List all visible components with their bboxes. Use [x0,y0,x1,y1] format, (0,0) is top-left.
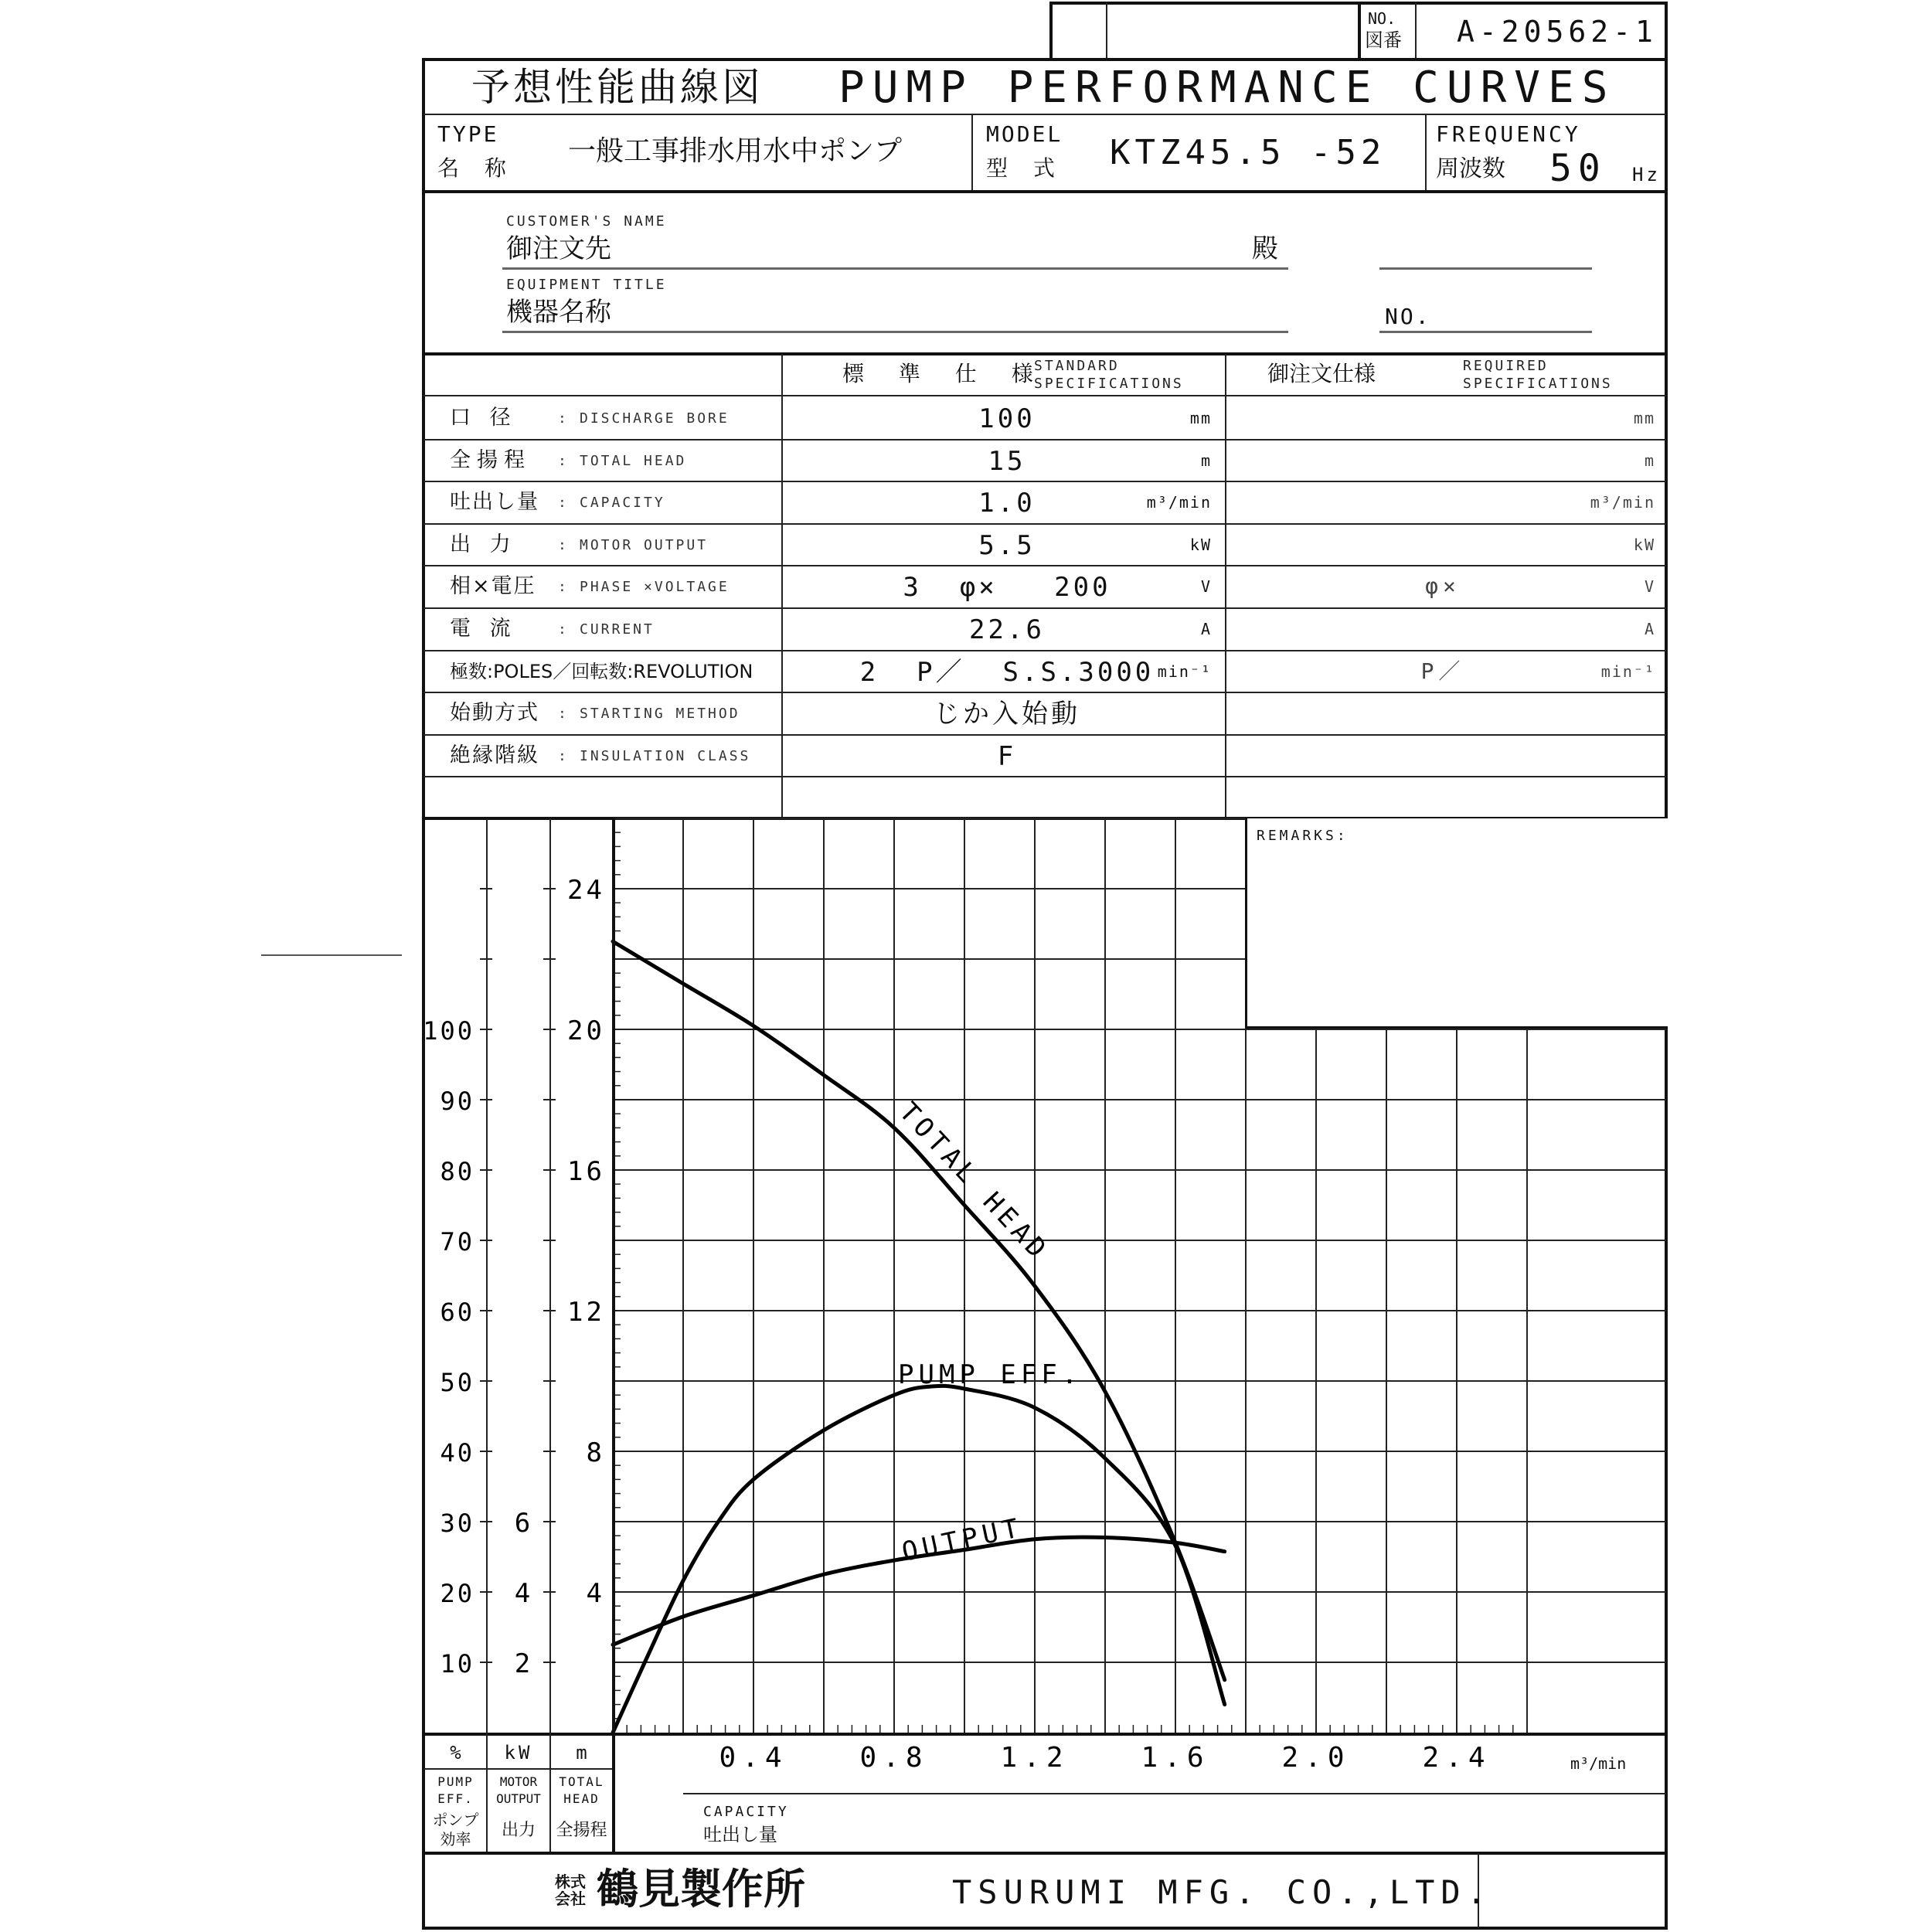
spec-label-en: INSULATION CLASS [580,747,751,764]
spec-label-en: MOTOR OUTPUT [580,536,709,553]
req-spec-unit: m [1644,451,1655,470]
customer-name-label-en: CUSTOMER'S NAME [506,213,667,230]
head-tick-label: 8 [586,1437,605,1468]
type-value: 一般工事排水用水中ポンプ [568,135,903,167]
total-head-label: TOTAL HEAD [893,1096,1056,1267]
spec-label-jp: 全揚程 [450,447,531,472]
output-tick-label: 4 [514,1578,531,1609]
eff-tick-label: 20 [440,1579,474,1608]
std-spec-value: 1.0 [978,488,1036,519]
drawing-number: A-20562-1 [1457,15,1658,49]
divider [683,1793,1666,1794]
std-spec-value: F [997,740,1017,772]
std-spec-unit: A [1200,620,1212,638]
pump-eff-label: PUMP EFF. [898,1359,1083,1390]
head-tick-label: 24 [567,875,605,906]
head-tick-label: 20 [567,1015,605,1046]
eff-tick-label: 70 [440,1227,474,1257]
req-spec-unit: A [1644,620,1655,638]
x-tick-label: 2.0 [1281,1742,1351,1774]
frequency-value: 50 [1549,147,1607,190]
eff-label-en2: EFF. [437,1791,474,1806]
model-label-jp: 型 式 [986,155,1064,181]
req-spec-header-en1: REQUIRED [1463,358,1549,374]
x-axis-line [423,1733,1666,1736]
type-label-en: TYPE [437,121,499,147]
frequency-label-jp: 周波数 [1436,155,1505,182]
head-tick-label: 16 [567,1156,605,1187]
spec-label-colon: : [558,706,569,723]
std-spec-header-jp: 標 準 仕 様 [842,361,1047,386]
output-label-en1: MOTOR [499,1774,538,1789]
output-tick-label: 6 [514,1508,531,1539]
output-label: OUTPUT [899,1512,1026,1568]
eff-tick-label: 80 [440,1157,474,1186]
eff-tick-label: 60 [440,1298,474,1327]
req-spec-unit: mm [1633,409,1655,427]
x-tick-label: 0.4 [719,1742,788,1774]
spec-label-jp: 極数:POLES／回転数:REVOLUTION [450,660,753,682]
eff-tick-label: 100 [423,1016,474,1046]
head-label-en1: TOTAL [559,1774,604,1789]
spec-label-colon: : [558,452,569,469]
std-spec-value: 2 P／ S.S.3000 [859,656,1155,688]
honorific: 殿 [1252,233,1278,264]
head-tick-label: 4 [586,1578,605,1609]
divider [423,1852,1666,1855]
divider [486,818,488,1852]
title-jp: 予想性能曲線図 [471,65,764,110]
spec-label-en: DISCHARGE BORE [580,410,730,427]
frequency-unit: Hz [1632,164,1661,185]
remarks-label: REMARKS: [1257,828,1349,844]
spec-label-en: CAPACITY [580,495,665,512]
drawing-no-label-jp: 図番 [1365,29,1402,51]
spec-label-colon: : [558,536,569,553]
head-label-jp: 全揚程 [556,1821,607,1840]
spec-label-en: CURRENT [580,621,655,638]
eff-unit: % [450,1742,461,1764]
spec-label-jp: 吐出し量 [450,490,539,515]
x-tick-label: 2.4 [1422,1742,1492,1774]
eff-label-jp1: ポンプ [432,1811,479,1829]
std-spec-value: じか入始動 [934,699,1080,730]
std-spec-unit: kW [1189,535,1212,554]
equipment-title-label-jp: 機器名称 [506,297,611,328]
head-unit: m [576,1742,587,1764]
capacity-unit: m³/min [1570,1754,1627,1773]
spec-label-colon: : [558,579,569,596]
x-tick-label: 1.6 [1141,1742,1210,1774]
req-spec-value: P／ [1420,658,1465,684]
req-spec-header-jp: 御注文仕様 [1267,361,1376,386]
company-name-en: TSURUMI MFG. CO.,LTD. [952,1873,1493,1911]
type-label-jp: 名 称 [437,155,515,181]
eff-tick-label: 90 [440,1087,474,1116]
std-spec-value: 100 [978,403,1036,434]
std-spec-value: 22.6 [969,614,1045,645]
eff-label-jp2: 効率 [440,1830,471,1849]
company-prefix: 株式会社 [555,1872,586,1908]
spec-label-en: TOTAL HEAD [580,452,687,469]
equipment-title-label-en: EQUIPMENT TITLE [506,277,667,293]
x-tick-label: 1.2 [1000,1742,1070,1774]
title-en: PUMP PERFORMANCE CURVES [838,63,1616,113]
head-label-en2: HEAD [563,1791,600,1806]
output-unit: kW [504,1742,533,1764]
capacity-label-en: CAPACITY [703,1804,789,1820]
spec-label-en: STARTING METHOD [580,706,740,723]
std-spec-unit: V [1200,577,1212,597]
eff-label-en1: PUMP [437,1774,474,1789]
spec-label-colon: : [558,495,569,512]
std-spec-unit: min⁻¹ [1157,662,1212,681]
drawing-no-label-en: NO. [1368,9,1396,28]
divider [549,818,551,1852]
req-spec-unit: V [1644,577,1655,597]
model-value: KTZ45.5 -52 [1110,133,1386,172]
std-spec-value: 5.5 [978,529,1036,561]
req-spec-unit: kW [1633,535,1655,554]
equipment-no-label: NO. [1385,304,1431,329]
spec-label-jp: 口 径 [450,406,517,430]
req-spec-unit: m³/min [1590,493,1655,512]
spec-label-colon: : [558,410,569,427]
std-spec-unit: mm [1189,409,1212,427]
std-spec-header-en2: SPECIFICATIONS [1034,376,1184,392]
spec-label-jp: 相×電圧 [450,574,536,599]
spec-label-en: PHASE ×VOLTAGE [580,579,730,596]
divider [423,1768,613,1770]
std-spec-unit: m³/min [1146,493,1212,512]
model-label-en: MODEL [986,121,1063,147]
y-axis-line [612,818,615,1852]
company-name-jp: 鶴見製作所 [597,1865,805,1913]
output-tick-label: 2 [514,1648,531,1679]
eff-tick-label: 50 [440,1368,474,1397]
eff-tick-label: 40 [440,1438,474,1468]
std-spec-value: 3 φ× 200 [903,572,1111,604]
x-tick-label: 0.8 [859,1742,929,1774]
req-spec-unit: min⁻¹ [1600,662,1655,681]
frequency-label-en: FREQUENCY [1436,121,1581,147]
spec-label-colon: : [558,621,569,638]
output-label-jp: 出力 [501,1821,536,1840]
spec-label-jp: 電 流 [450,617,517,641]
head-tick-label: 12 [567,1297,605,1328]
std-spec-unit: m [1200,451,1212,470]
spec-label-jp: 出 力 [450,532,517,556]
spec-label-jp: 始動方式 [450,701,539,726]
std-spec-header-en1: STANDARD [1034,358,1120,374]
output-label-en2: OUTPUT [496,1791,541,1806]
spec-label-jp: 絶縁階級 [450,743,539,767]
spec-label-colon: : [558,747,569,764]
req-spec-header-en2: SPECIFICATIONS [1463,376,1613,392]
customer-name-label-jp: 御注文先 [506,233,611,264]
std-spec-value: 15 [988,445,1026,477]
capacity-label-jp: 吐出し量 [703,1824,777,1845]
req-spec-value: φ× [1425,573,1461,600]
eff-tick-label: 10 [440,1649,474,1679]
eff-tick-label: 30 [440,1509,474,1538]
